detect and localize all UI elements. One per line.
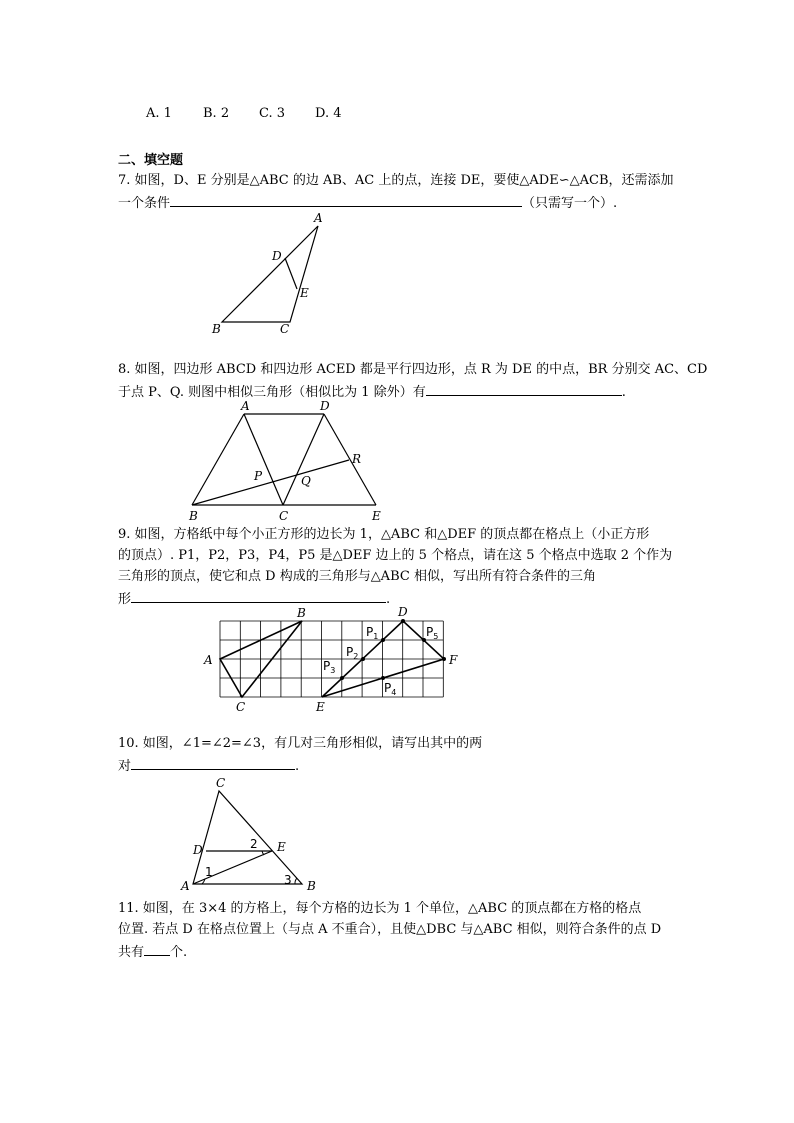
q7-line2-pre: 一个条件 bbox=[118, 196, 171, 211]
q8-label-q: Q bbox=[301, 474, 311, 488]
q9-label-p2: $P_2$ bbox=[346, 645, 359, 661]
q11-line2: 位置. 若点 D 在格点位置上（与点 A 不重合），且使△DBC 与△ABC 相似，则符合条件的点 D bbox=[118, 922, 662, 937]
q11-line3-pre: 共有 bbox=[118, 945, 145, 960]
q8-label-p: P bbox=[254, 469, 263, 483]
q9-line2: 的顶点）. P1，P2，P3，P4，P5 是△DEF 边上的 5 个格点，请在这 5 个格点中选取 2 个作为 bbox=[118, 548, 673, 563]
q7-label-d: D bbox=[272, 249, 282, 263]
q8-label-e: E bbox=[372, 509, 381, 523]
q8-label-b: B bbox=[189, 509, 198, 523]
q7-label-c: C bbox=[280, 322, 290, 336]
choice-d: D. 4 bbox=[315, 106, 342, 121]
q11-answer-blank[interactable] bbox=[144, 942, 170, 956]
q8-line1: 8. 如图，四边形 ABCD 和四边形 ACED 都是平行四边形，点 R 为 DE 的中点，BR 分别交 AC、CD bbox=[118, 362, 708, 377]
q10-line1: 10. 如图，∠1=∠2=∠3，有几对三角形相似，请写出其中的两 bbox=[118, 736, 483, 751]
q10-angle-3: 3 bbox=[284, 873, 292, 887]
q7-label-a: A bbox=[314, 211, 323, 225]
q10-label-c: C bbox=[216, 776, 226, 790]
q9-label-p1: $P_1$ bbox=[366, 625, 379, 641]
q9-line3: 三角形的顶点，使它和点 D 构成的三角形与△ABC 相似，写出所有符合条件的三角 bbox=[118, 569, 596, 584]
q10-label-d: D bbox=[193, 843, 203, 857]
q8-label-d: D bbox=[320, 399, 330, 413]
choice-c: C. 3 bbox=[259, 106, 286, 121]
q10-label-b: B bbox=[307, 879, 316, 893]
q7-label-e: E bbox=[300, 286, 309, 300]
q9-label-p3: $P_3$ bbox=[323, 659, 336, 675]
q11-line3-post: 个. bbox=[170, 945, 188, 960]
q10-angle-1: 1 bbox=[205, 865, 213, 879]
q10-label-e: E bbox=[277, 840, 286, 854]
q9-label-a: A bbox=[204, 653, 213, 667]
q10-label-a: A bbox=[181, 879, 190, 893]
q7-line2-post: （只需写一个）. bbox=[522, 196, 618, 211]
q9-label-c: C bbox=[236, 700, 246, 714]
choice-a: A. 1 bbox=[146, 106, 172, 121]
q7-line1: 7. 如图，D、E 分别是△ABC 的边 AB、AC 上的点，连接 DE，要使△ADE∽△ACB，还需添加 bbox=[118, 173, 674, 188]
q10-line2-pre: 对 bbox=[118, 759, 132, 774]
q9-label-e: E bbox=[316, 700, 325, 714]
q9-label-d: D bbox=[398, 605, 408, 619]
q9-label-f: F bbox=[449, 653, 458, 667]
q8-label-c: C bbox=[279, 509, 289, 523]
q9-label-p4: $P_4$ bbox=[384, 681, 397, 697]
q8-label-a: A bbox=[241, 399, 250, 413]
choice-b: B. 2 bbox=[203, 106, 230, 121]
q9-line4-post: . bbox=[386, 592, 391, 607]
q10-angle-3-arc bbox=[295, 878, 297, 884]
q10-line2-post: . bbox=[295, 759, 300, 774]
q11-line3 bbox=[118, 942, 187, 961]
q11-line1: 11. 如图，在 3×4 的方格上，每个方格的边长为 1 个单位，△ABC 的顶点都在方格的格点 bbox=[118, 901, 642, 916]
q9-line1: 9. 如图，方格纸中每个小正方形的边长为 1，△ABC 和△DEF 的顶点都在格点上（小正方形 bbox=[118, 527, 650, 542]
q8-line2-pre: 于点 P、Q. 则图中相似三角形（相似比为 1 除外）有 bbox=[118, 385, 426, 400]
q7-label-b: B bbox=[212, 322, 221, 336]
q9-label-b: B bbox=[297, 606, 306, 620]
q10-angle-2: 2 bbox=[250, 837, 258, 851]
q9-label-p5: $P_5$ bbox=[426, 625, 439, 641]
q8-line2-post: . bbox=[621, 385, 626, 400]
q8-label-r: R bbox=[352, 452, 362, 466]
q9-line4-pre: 形 bbox=[118, 592, 132, 607]
section-title: 二、填空题 bbox=[118, 153, 184, 168]
